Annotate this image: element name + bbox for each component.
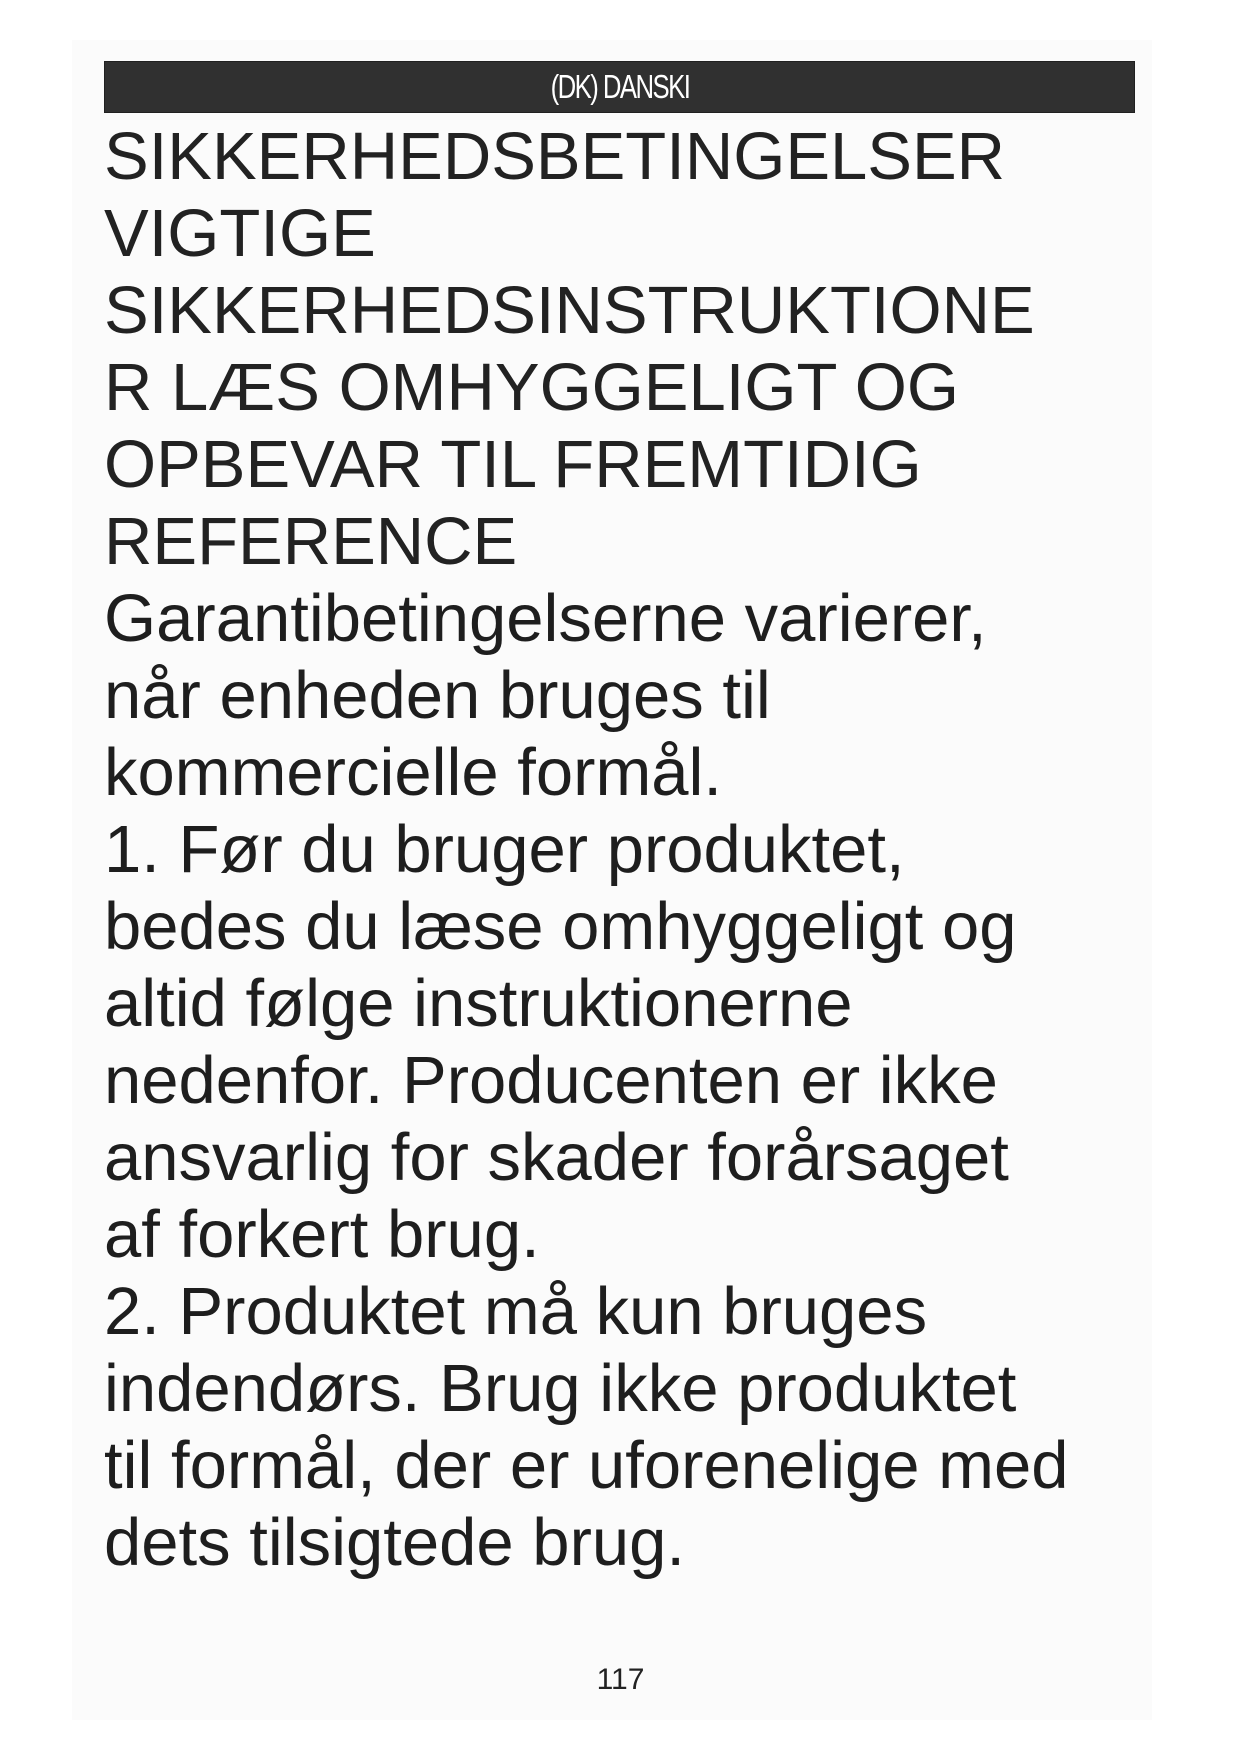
paragraph-line: dets tilsigtede brug. bbox=[104, 1505, 686, 1580]
safety-heading bbox=[104, 118, 1144, 580]
paragraph-line: ansvarlig for skader forårsaget bbox=[104, 1120, 1009, 1195]
paragraph-line: 2. Produktet må kun bruges bbox=[104, 1274, 928, 1349]
paragraph-line: af forkert brug. bbox=[104, 1197, 540, 1272]
warranty-note bbox=[104, 580, 1144, 811]
heading-line: SIKKERHEDSINSTRUKTIONE bbox=[104, 273, 1035, 348]
paragraph-line: altid følge instruktionerne bbox=[104, 966, 853, 1041]
paragraph-line: kommercielle formål. bbox=[104, 735, 723, 810]
heading-line: VIGTIGE bbox=[104, 196, 376, 271]
paragraph-line: når enheden bruges til bbox=[104, 658, 771, 733]
instruction-item-2 bbox=[104, 1273, 1144, 1581]
language-header-bar bbox=[104, 61, 1135, 113]
paragraph-line: indendørs. Brug ikke produktet bbox=[104, 1351, 1017, 1426]
heading-line: OPBEVAR TIL FREMTIDIG bbox=[104, 427, 922, 502]
paragraph-line: 1. Før du bruger produktet, bbox=[104, 812, 905, 887]
document-body bbox=[104, 118, 1144, 1581]
paragraph-line: Garantibetingelserne varierer, bbox=[104, 581, 987, 656]
instruction-item-1 bbox=[104, 811, 1144, 1273]
heading-line: R LÆS OMHYGGELIGT OG bbox=[104, 350, 960, 425]
heading-line: SIKKERHEDSBETINGELSER bbox=[104, 119, 1006, 194]
paragraph-line: til formål, der er uforenelige med bbox=[104, 1428, 1069, 1503]
paragraph-line: nedenfor. Producenten er ikke bbox=[104, 1043, 998, 1118]
language-label: (DK) DANSKI bbox=[550, 68, 689, 105]
paragraph-line: bedes du læse omhyggeligt og bbox=[104, 889, 1017, 964]
page-number: 117 bbox=[596, 1663, 645, 1696]
heading-line: REFERENCE bbox=[104, 504, 518, 579]
